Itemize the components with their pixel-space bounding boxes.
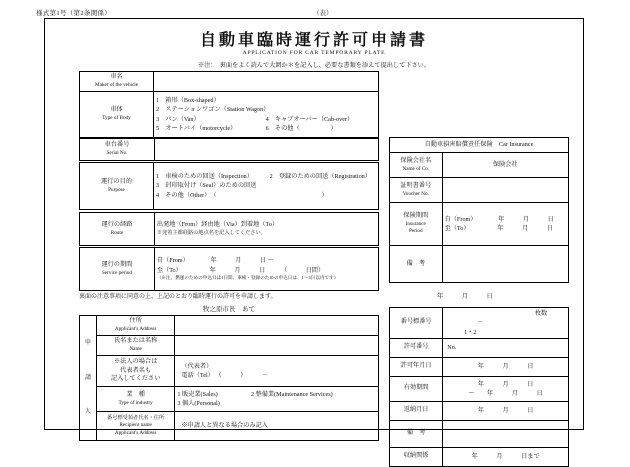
table-row [80,163,379,210]
table-row [390,153,569,178]
route-label: 運行の経路 Route [80,213,155,246]
office-remarks-input[interactable] [443,420,569,447]
insurance-period-from: 自（From） 年 月 日 [444,215,554,223]
table-row [390,178,569,203]
table-row [390,203,569,246]
purpose-option[interactable]: 2 登録のための回送（Registration） [269,173,371,181]
plate-no-dash: － [477,319,484,327]
period-from: 自（From） 年 月 日 ～ [156,257,274,265]
industry-options[interactable] [175,387,379,412]
route-line-1: 出発地（From）経由地（Via）到着地（To） [156,221,279,229]
page-title: 自動車臨時運行許可申請書 [199,32,428,49]
insurance-remarks-label: 備 考 [390,246,443,283]
notice-text: ※注： 裏面をよく読んで大網か＊を記入し、必要な書類を添えて提出して下さい。 [197,62,431,69]
vehicle-name-label: 車名 Maker of the vehicle [80,72,154,92]
period-caution: （※注、燃運のための申込日は1日間、車検・登録のための申込日は、1～3日以内です） [156,274,339,280]
insurance-period-to: 至（To） 年 月 日 [444,225,554,232]
period-label: 運行の期間 Service period [80,248,155,291]
table-row [80,356,379,387]
voucher-input[interactable] [442,178,568,203]
table-row [390,338,569,357]
table-row [390,420,569,447]
table-row [80,248,379,291]
permit-no-value[interactable]: No. [443,338,569,357]
office-remarks-label: 備 考 [390,420,443,447]
insurance-period-label: 保険期間 Insurance Period [390,203,443,246]
industry-option[interactable]: 3 個人(Personal) [177,400,220,407]
office-use-table [389,307,569,467]
table-row [80,316,379,336]
permit-date-label: 許可年月日 [390,357,443,376]
body-option[interactable]: 6 その他（ ） [265,124,337,132]
period-table [79,247,379,291]
table-row [80,336,379,356]
route-table [79,212,379,246]
footer-date: 年 月 日 [437,293,493,300]
insurance-remarks-input[interactable] [442,246,568,283]
body-option[interactable]: 2 ステーションワゴン（Station Wagon） [156,106,270,114]
insurance-company-value[interactable]: 保険会社 [442,153,568,178]
serial-input[interactable] [155,138,379,161]
permit-date-value[interactable]: 年 月 日 [443,357,569,376]
industry-label: 業 種 Type of industry [96,387,174,412]
applicant-address-label: 住所 Applicant's Address [96,316,174,336]
voucher-label: 証明書番号 Voucher No. [390,178,443,203]
side-mark: （表） [313,10,333,17]
applicant-address-input[interactable] [175,316,379,336]
table-row [390,246,569,283]
table-row [80,412,379,441]
applicant-tel[interactable]: 電話（Tel） （ ） － [181,372,269,379]
body-option[interactable]: 1 箱形（Box-shaped） [156,96,220,104]
route-input[interactable] [154,213,378,246]
serial-label: 車台番号 Serial No. [80,138,155,161]
applicant-name-input[interactable] [175,336,379,356]
insurance-company-label: 保険会社名 Name of Co. [390,153,443,178]
return-date-value[interactable]: 年 月 日 [443,401,569,420]
applicant-side-label: 申 請 人 [80,316,97,441]
permit-no-label: 許可番号 [390,338,443,357]
return-date-label: 返納月日 [390,401,443,420]
valid-period-value[interactable]: 年 月 日 ～ 年 月 日 [443,376,569,401]
industry-option[interactable]: 1 販売業(Sales) [177,390,218,398]
body-option[interactable]: 3 バン（Van） [156,115,200,123]
table-row [390,308,569,339]
insurance-table [389,152,569,283]
recipient-label: 番号標受領者氏名・住所 Recipient name Applicant's Address [96,412,174,441]
plate-no-label: 番号標番号 [390,308,443,339]
body-type-label: 車体 Type of Body [80,91,154,138]
fee-value[interactable]: 年 月 日まで [443,447,569,466]
vehicle-table [79,71,379,139]
table-row [80,387,379,412]
table-row [390,138,569,153]
purpose-label: 運行の目的 Purpose [80,163,154,210]
table-row [390,357,569,376]
purpose-options[interactable] [154,163,379,210]
period-input[interactable] [154,248,378,291]
applicant-corp-input[interactable] [175,356,379,387]
vehicle-name-input[interactable] [154,72,379,92]
industry-option[interactable]: 2 整備業(Maintenance Services) [250,390,333,398]
table-row [80,213,379,246]
applicant-corp-label: ※法人の場合は 代表者名も 記入してください [96,356,174,387]
period-to: 至（To） 年 月 日 （ 日間） [156,266,325,274]
applicant-table [79,315,379,441]
insurance-period-input[interactable] [442,203,568,246]
serial-table [79,137,379,161]
table-row [80,138,379,161]
applicant-name-label: 氏名または名称 Name [96,336,174,356]
corp-rep-value: （代表者） [181,362,213,370]
purpose-option[interactable]: 3 封印取付け（Seal）のための回送 [156,182,257,190]
sheets-label: 枚数 [534,310,548,317]
addressee: 牧之原市長 あて [203,306,255,313]
table-row [390,401,569,420]
purpose-option[interactable]: 1 車検のための回送（Inspection） [156,173,253,181]
body-option[interactable]: 5 オートバイ（motorcycle） [156,124,237,132]
purpose-table [79,162,379,210]
table-row [80,72,379,92]
sheets-value: 1・2 [464,328,477,336]
route-line-2: ※発着主都経路の地点名を記入してください。 [156,229,266,236]
table-row [80,91,379,138]
body-type-options[interactable] [154,91,379,138]
page-subtitle: APPLICATION FOR CAR TEMPORARY PLATE [242,50,386,56]
recipient-input[interactable]: ※申請人と異なる場合のみ記入 [175,412,379,441]
footer-note: 裏面の注意事項に同意の上、上記のとおり臨時運行の許可を申請します。 [79,294,277,300]
table-row [390,447,569,466]
valid-period-label: 有効期間 [390,376,443,401]
plate-no-value[interactable] [443,308,569,339]
purpose-option[interactable]: 4 その他（Other） （ ） [156,191,328,199]
form-number: 様式第1号（第2条関係） [36,10,112,17]
table-row [390,376,569,401]
body-option[interactable]: 4 キャブオーバー（Cab-over） [265,115,354,123]
insurance-header: 自動車損害賠償責任保険 Car Insurance [390,138,569,153]
fee-label: 収納関係 [390,447,443,466]
form-frame [44,18,584,461]
insurance-header-table [389,137,569,153]
